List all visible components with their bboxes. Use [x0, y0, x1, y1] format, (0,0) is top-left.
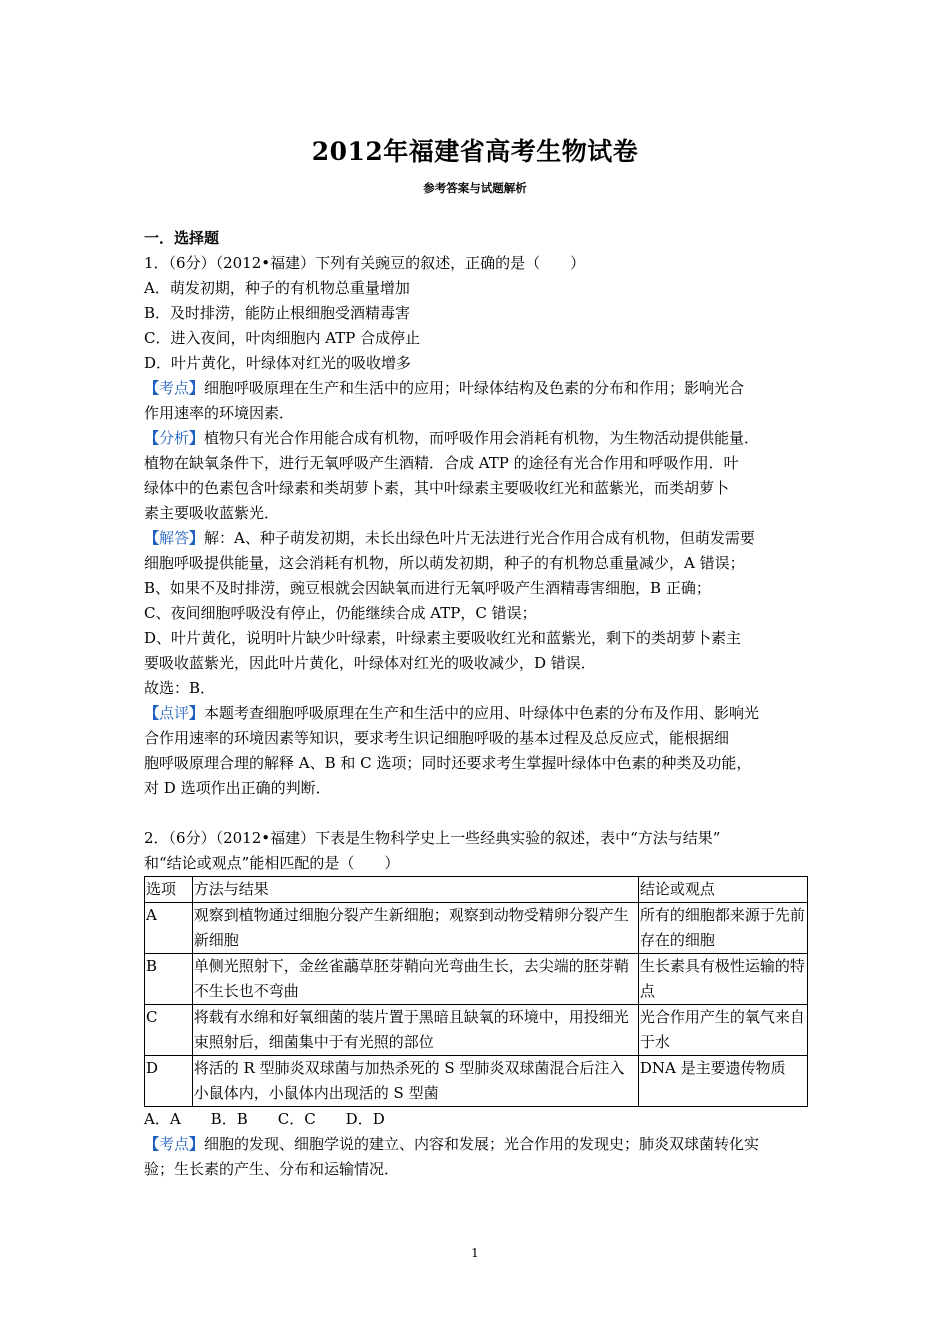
table-cell: DNA 是主要遗传物质: [638, 1056, 807, 1107]
table-header-cell: 方法与结果: [192, 877, 638, 903]
question-1-option-d: D．叶片黄化，叶绿体对红光的吸收增多: [144, 354, 412, 372]
document-body: [144, 226, 808, 1182]
table-cell: A: [145, 903, 193, 954]
kaodian-text: 作用速率的环境因素．: [144, 404, 295, 422]
fenxi-text: 绿体中的色素包含叶绿素和类胡萝卜素，其中叶绿素主要吸收红光和蓝紫光，而类胡萝卜: [144, 479, 730, 497]
table-cell: 单侧光照射下，金丝雀虉草胚芽鞘向光弯曲生长，去尖端的胚芽鞘不生长也不弯曲: [192, 954, 638, 1005]
table-header-cell: 结论或观点: [638, 877, 807, 903]
question-2-kaodian: [144, 1132, 808, 1182]
table-row: [145, 903, 808, 954]
fenxi-tag: 【分析】: [144, 429, 205, 447]
fenxi-text: 植物在缺氧条件下，进行无氧呼吸产生酒精．合成 ATP 的途径有光合作用和呼吸作用．叶: [144, 454, 739, 472]
section-heading: 一．选择题: [144, 229, 220, 247]
jieda-text: B、如果不及时排涝，豌豆根就会因缺氧而进行无氧呼吸产生酒精毒害细胞，B 正确；: [144, 579, 711, 597]
table-row: [145, 1005, 808, 1056]
table-cell: B: [145, 954, 193, 1005]
table-cell: 将载有水绵和好氧细菌的装片置于黑暗且缺氧的环境中，用投细光束照射后，细菌集中于有光照的部位: [192, 1005, 638, 1056]
question-1: [144, 251, 808, 801]
jieda-text: 细胞呼吸提供能量，这会消耗有机物，所以萌发初期，种子的有机物总重量减少，A 错误；: [144, 554, 745, 572]
question-1-stem: 1．（6分）（2012•福建）下列有关豌豆的叙述，正确的是（ ）: [144, 254, 586, 272]
jieda-answer: 故选：B．: [144, 679, 216, 697]
table-cell: 光合作用产生的氧气来自于水: [638, 1005, 807, 1056]
question-1-option-c: C．进入夜间，叶肉细胞内 ATP 合成停止: [144, 329, 421, 347]
document-subtitle: 参考答案与试题解析: [423, 181, 527, 195]
jieda-text: C、夜间细胞呼吸没有停止，仍能继续合成 ATP，C 错误；: [144, 604, 537, 622]
kaodian-tag: 【考点】: [144, 379, 205, 397]
question-2-table: [144, 876, 808, 1107]
dianping-text: 本题考查细胞呼吸原理在生产和生活中的应用、叶绿体中色素的分布及作用、影响光: [204, 704, 760, 722]
table-cell: C: [145, 1005, 193, 1056]
question-1-kaodian: [144, 376, 808, 426]
table-header-cell: 选项: [145, 877, 193, 903]
document-title: 2012年福建省高考生物试卷: [311, 137, 639, 166]
question-2-choices: A．A B．B C．C D．D: [144, 1110, 385, 1128]
table-cell: 观察到植物通过细胞分裂产生新细胞；观察到动物受精卵分裂产生新细胞: [192, 903, 638, 954]
fenxi-text: 植物只有光合作用能合成有机物，而呼吸作用会消耗有机物，为生物活动提供能量．: [204, 429, 760, 447]
table-cell: 生长素具有极性运输的特点: [638, 954, 807, 1005]
dianping-text: 对 D 选项作出正确的判断．: [144, 779, 331, 797]
question-1-option-b: B．及时排涝，能防止根细胞受酒精毒害: [144, 304, 411, 322]
spacer: [144, 801, 808, 826]
table-cell: 所有的细胞都来源于先前存在的细胞: [638, 903, 807, 954]
jieda-text: D、叶片黄化，说明叶片缺少叶绿素，叶绿素主要吸收红光和蓝紫光，剩下的类胡萝卜素主: [144, 629, 742, 647]
table-header-row: [145, 877, 808, 903]
fenxi-text: 素主要吸收蓝紫光．: [144, 504, 280, 522]
question-2-stem: 2．（6分）（2012•福建）下表是生物科学史上一些经典实验的叙述，表中“方法与结果”: [144, 829, 721, 847]
kaodian-text: 细胞的发现、细胞学说的建立、内容和发展；光合作用的发现史；肺炎双球菌转化实: [204, 1135, 760, 1153]
question-1-dianping: [144, 701, 808, 801]
dianping-text: 胞呼吸原理合理的解释 A、B 和 C 选项；同时还要求考生掌握叶绿体中色素的种类及功能，: [144, 754, 752, 772]
table-cell: 将活的 R 型肺炎双球菌与加热杀死的 S 型肺炎双球菌混合后注入小鼠体内，小鼠体内出现活的 S 型菌: [192, 1056, 638, 1107]
kaodian-text: 验；生长素的产生、分布和运输情况．: [144, 1160, 400, 1178]
question-2-stem: 和“结论或观点”能相匹配的是（ ）: [144, 854, 400, 872]
question-1-option-a: A．萌发初期，种子的有机物总重量增加: [144, 279, 410, 297]
table-cell: D: [145, 1056, 193, 1107]
table-row: [145, 1056, 808, 1107]
dianping-text: 合作用速率的环境因素等知识，要求考生识记细胞呼吸的基本过程及总反应式，能根据细: [144, 729, 730, 747]
kaodian-tag: 【考点】: [144, 1135, 205, 1153]
question-1-fenxi: [144, 426, 808, 526]
table-row: [145, 954, 808, 1005]
jieda-text: 解：A、种子萌发初期，未长出绿色叶片无法进行光合作用合成有机物，但萌发需要: [204, 529, 755, 547]
dianping-tag: 【点评】: [144, 704, 205, 722]
question-2: [144, 826, 808, 1182]
page-number: 1: [471, 1246, 479, 1260]
question-1-jieda: [144, 526, 808, 701]
kaodian-text: 细胞呼吸原理在生产和生活中的应用；叶绿体结构及色素的分布和作用；影响光合: [204, 379, 745, 397]
jieda-text: 要吸收蓝紫光，因此叶片黄化，叶绿体对红光的吸收减少，D 错误．: [144, 654, 596, 672]
jieda-tag: 【解答】: [144, 529, 205, 547]
